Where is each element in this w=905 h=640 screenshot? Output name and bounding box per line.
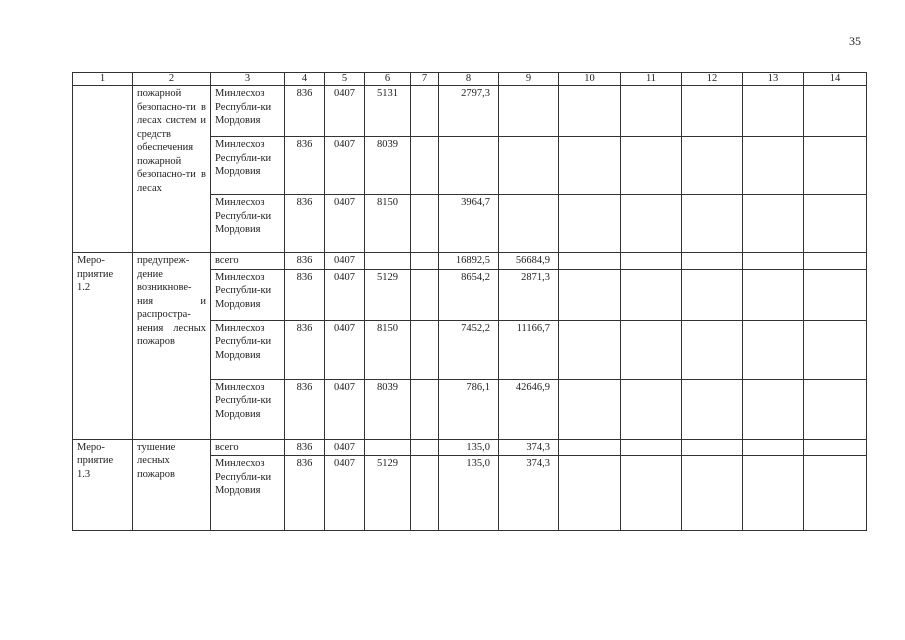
value-col8-cell: 135,0 <box>439 456 499 531</box>
empty-col12-cell <box>682 137 743 195</box>
empty-col11-cell <box>621 86 682 137</box>
empty-col11-cell <box>621 379 682 439</box>
code-grbs-cell: 836 <box>285 269 325 320</box>
empty-col10-cell <box>559 195 621 253</box>
code-section-cell: 0407 <box>325 253 365 270</box>
empty-col11-cell <box>621 269 682 320</box>
empty-col13-cell <box>743 137 804 195</box>
code-grbs-cell: 836 <box>285 137 325 195</box>
value-col9-cell: 42646,9 <box>499 379 559 439</box>
column-header-6: 6 <box>365 73 411 86</box>
column-header-13: 13 <box>743 73 804 86</box>
empty-col10-cell <box>559 439 621 456</box>
empty-col13-cell <box>743 269 804 320</box>
code-grbs-cell: 836 <box>285 195 325 253</box>
value-col8-cell <box>439 137 499 195</box>
empty-col10-cell <box>559 456 621 531</box>
empty-col14-cell <box>804 379 867 439</box>
empty-col13-cell <box>743 86 804 137</box>
empty-col14-cell <box>804 320 867 379</box>
measure-name-cell: предупреж-дение возникнове-ния и распростра-нения лесных пожаров <box>133 253 211 440</box>
table-row <box>73 439 867 456</box>
executor-cell: Минлесхоз Республи-ки Мордовия <box>211 195 285 253</box>
empty-col12-cell <box>682 253 743 270</box>
empty-col13-cell <box>743 456 804 531</box>
column-header-8: 8 <box>439 73 499 86</box>
code-target-cell: 8039 <box>365 379 411 439</box>
value-col8-cell: 2797,3 <box>439 86 499 137</box>
empty-col10-cell <box>559 320 621 379</box>
executor-cell: Минлесхоз Республи-ки Мордовия <box>211 320 285 379</box>
empty-col14-cell <box>804 253 867 270</box>
executor-cell: Минлесхоз Республи-ки Мордовия <box>211 86 285 137</box>
empty-col14-cell <box>804 456 867 531</box>
column-header-3: 3 <box>211 73 285 86</box>
measure-name-cell: тушение лесных пожаров <box>133 439 211 531</box>
column-header-10: 10 <box>559 73 621 86</box>
empty-col14-cell <box>804 269 867 320</box>
table-row <box>73 86 867 137</box>
column-header-12: 12 <box>682 73 743 86</box>
executor-cell: Минлесхоз Республи-ки Мордовия <box>211 269 285 320</box>
empty-col11-cell <box>621 137 682 195</box>
code-target-cell: 8150 <box>365 195 411 253</box>
code-grbs-cell: 836 <box>285 86 325 137</box>
code-target-cell: 8039 <box>365 137 411 195</box>
executor-cell: всего <box>211 253 285 270</box>
value-col9-cell: 2871,3 <box>499 269 559 320</box>
code-type-cell <box>411 253 439 270</box>
code-target-cell: 8150 <box>365 320 411 379</box>
code-section-cell: 0407 <box>325 86 365 137</box>
measure-id-cell <box>73 86 133 253</box>
code-grbs-cell: 836 <box>285 439 325 456</box>
code-grbs-cell: 836 <box>285 379 325 439</box>
table-row <box>73 253 867 270</box>
empty-col10-cell <box>559 379 621 439</box>
value-col9-cell <box>499 137 559 195</box>
empty-col13-cell <box>743 320 804 379</box>
code-section-cell: 0407 <box>325 269 365 320</box>
empty-col13-cell <box>743 195 804 253</box>
column-header-11: 11 <box>621 73 682 86</box>
empty-col13-cell <box>743 379 804 439</box>
empty-col11-cell <box>621 456 682 531</box>
executor-cell: всего <box>211 439 285 456</box>
measure-name-cell: пожарной безопасно-ти в лесах систем и средств обеспечения пожарной безопасно-ти в лесах <box>133 86 211 253</box>
code-target-cell <box>365 253 411 270</box>
column-header-5: 5 <box>325 73 365 86</box>
empty-col11-cell <box>621 253 682 270</box>
column-header-4: 4 <box>285 73 325 86</box>
header-row <box>73 73 867 86</box>
code-target-cell: 5129 <box>365 456 411 531</box>
value-col9-cell <box>499 86 559 137</box>
code-type-cell <box>411 439 439 456</box>
value-col8-cell: 3964,7 <box>439 195 499 253</box>
value-col8-cell: 16892,5 <box>439 253 499 270</box>
column-header-14: 14 <box>804 73 867 86</box>
value-col8-cell: 786,1 <box>439 379 499 439</box>
code-section-cell: 0407 <box>325 379 365 439</box>
code-grbs-cell: 836 <box>285 456 325 531</box>
budget-table <box>72 72 867 531</box>
value-col9-cell: 374,3 <box>499 439 559 456</box>
code-type-cell <box>411 137 439 195</box>
empty-col12-cell <box>682 86 743 137</box>
value-col9-cell: 374,3 <box>499 456 559 531</box>
value-col9-cell: 11166,7 <box>499 320 559 379</box>
empty-col11-cell <box>621 195 682 253</box>
empty-col14-cell <box>804 86 867 137</box>
column-header-9: 9 <box>499 73 559 86</box>
empty-col10-cell <box>559 253 621 270</box>
code-section-cell: 0407 <box>325 320 365 379</box>
empty-col12-cell <box>682 195 743 253</box>
empty-col12-cell <box>682 439 743 456</box>
value-col8-cell: 7452,2 <box>439 320 499 379</box>
empty-col10-cell <box>559 86 621 137</box>
empty-col12-cell <box>682 269 743 320</box>
column-header-7: 7 <box>411 73 439 86</box>
executor-cell: Минлесхоз Республи-ки Мордовия <box>211 456 285 531</box>
code-grbs-cell: 836 <box>285 320 325 379</box>
value-col8-cell: 135,0 <box>439 439 499 456</box>
value-col8-cell: 8654,2 <box>439 269 499 320</box>
value-col9-cell: 56684,9 <box>499 253 559 270</box>
empty-col14-cell <box>804 137 867 195</box>
page-number: 35 <box>849 34 861 48</box>
code-type-cell <box>411 195 439 253</box>
code-target-cell: 5129 <box>365 269 411 320</box>
empty-col10-cell <box>559 137 621 195</box>
column-header-1: 1 <box>73 73 133 86</box>
code-section-cell: 0407 <box>325 439 365 456</box>
code-type-cell <box>411 320 439 379</box>
empty-col14-cell <box>804 195 867 253</box>
code-grbs-cell: 836 <box>285 253 325 270</box>
measure-id-cell: Меро-приятие 1.3 <box>73 439 133 531</box>
code-section-cell: 0407 <box>325 195 365 253</box>
empty-col12-cell <box>682 320 743 379</box>
empty-col14-cell <box>804 439 867 456</box>
empty-col11-cell <box>621 320 682 379</box>
empty-col11-cell <box>621 439 682 456</box>
empty-col13-cell <box>743 439 804 456</box>
column-header-2: 2 <box>133 73 211 86</box>
code-type-cell <box>411 269 439 320</box>
empty-col13-cell <box>743 253 804 270</box>
code-section-cell: 0407 <box>325 456 365 531</box>
measure-id-cell: Меро-приятие 1.2 <box>73 253 133 440</box>
executor-cell: Минлесхоз Республи-ки Мордовия <box>211 379 285 439</box>
code-type-cell <box>411 379 439 439</box>
code-target-cell <box>365 439 411 456</box>
empty-col10-cell <box>559 269 621 320</box>
empty-col12-cell <box>682 456 743 531</box>
code-section-cell: 0407 <box>325 137 365 195</box>
code-type-cell <box>411 86 439 137</box>
value-col9-cell <box>499 195 559 253</box>
executor-cell: Минлесхоз Республи-ки Мордовия <box>211 137 285 195</box>
code-target-cell: 5131 <box>365 86 411 137</box>
code-type-cell <box>411 456 439 531</box>
empty-col12-cell <box>682 379 743 439</box>
